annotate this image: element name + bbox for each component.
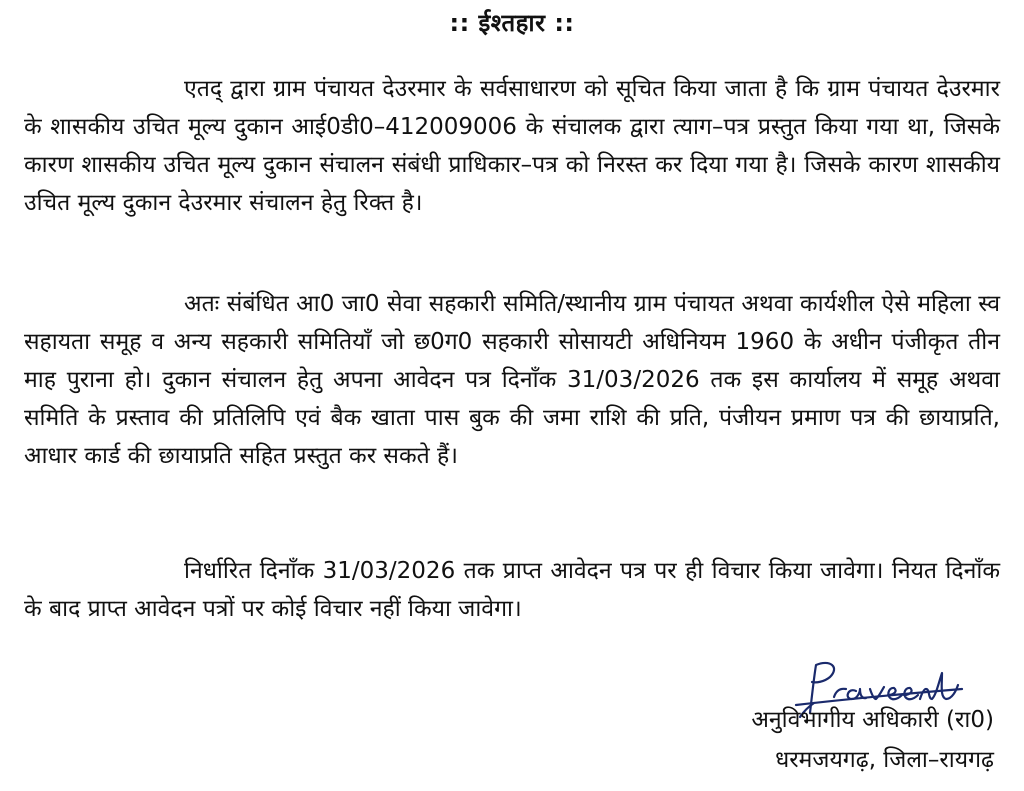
notice-paragraph-2: अतः संबंधित आ0 जा0 सेवा सहकारी समिति/स्थानीय ग्राम पंचायत अथवा कार्यशील ऐसे महिला स्व सहायता समूह व अन्य सहकारी समितियाँ जो छ0ग0 सहकारी सोसायटी अधिनियम 1960 के अधीन पंजीकृत तीन माह पुराना हो। दुकान संचालन हेतु अपना आवेदन पत्र दिनाँक 31/03/2026 तक इस कार्यालय में समूह अथवा समिति के प्रस्ताव की प्रतिलिपि एवं बैक खाता पास बुक की जमा राशि की प्रति, पंजीयन प्रमाण पत्र की छायाप्रति, आधार कार्ड की छायाप्रति सहित प्रस्तुत कर सकते हैं। [24, 291, 1000, 469]
notice-paragraph-3: निर्धारित दिनाँक 31/03/2026 तक प्राप्त आवेदन पत्र पर ही विचार किया जावेगा। नियत दिनाँक के बाद प्राप्त आवेदन पत्रों पर कोई विचार नहीं किया जावेगा। [24, 558, 1000, 622]
notice-heading: :: ईश्तहार :: [449, 9, 575, 37]
signatory-location: धरमजयगढ़, जिला–रायगढ़ [775, 747, 994, 773]
signatory-designation: अनुविभागीय अधिकारी (रा0) [751, 707, 994, 733]
signatory-block [751, 700, 994, 780]
notice-paragraph-1: एतद् द्वारा ग्राम पंचायत देउरमार के सर्वसाधारण को सूचित किया जाता है कि ग्राम पंचायत देउरमार के शासकीय उचित मूल्य दुकान आई0डी0–412009006 के संचालक द्वारा त्याग–पत्र प्रस्तुत किया गया था, जिसके कारण शासकीय उचित मूल्य दुकान संचालन संबंधी प्राधिकार–पत्र को निरस्त कर दिया गया है। जिसके कारण शासकीय उचित मूल्य दुकान देउरमार संचालन हेतु रिक्त है। [24, 76, 1000, 216]
